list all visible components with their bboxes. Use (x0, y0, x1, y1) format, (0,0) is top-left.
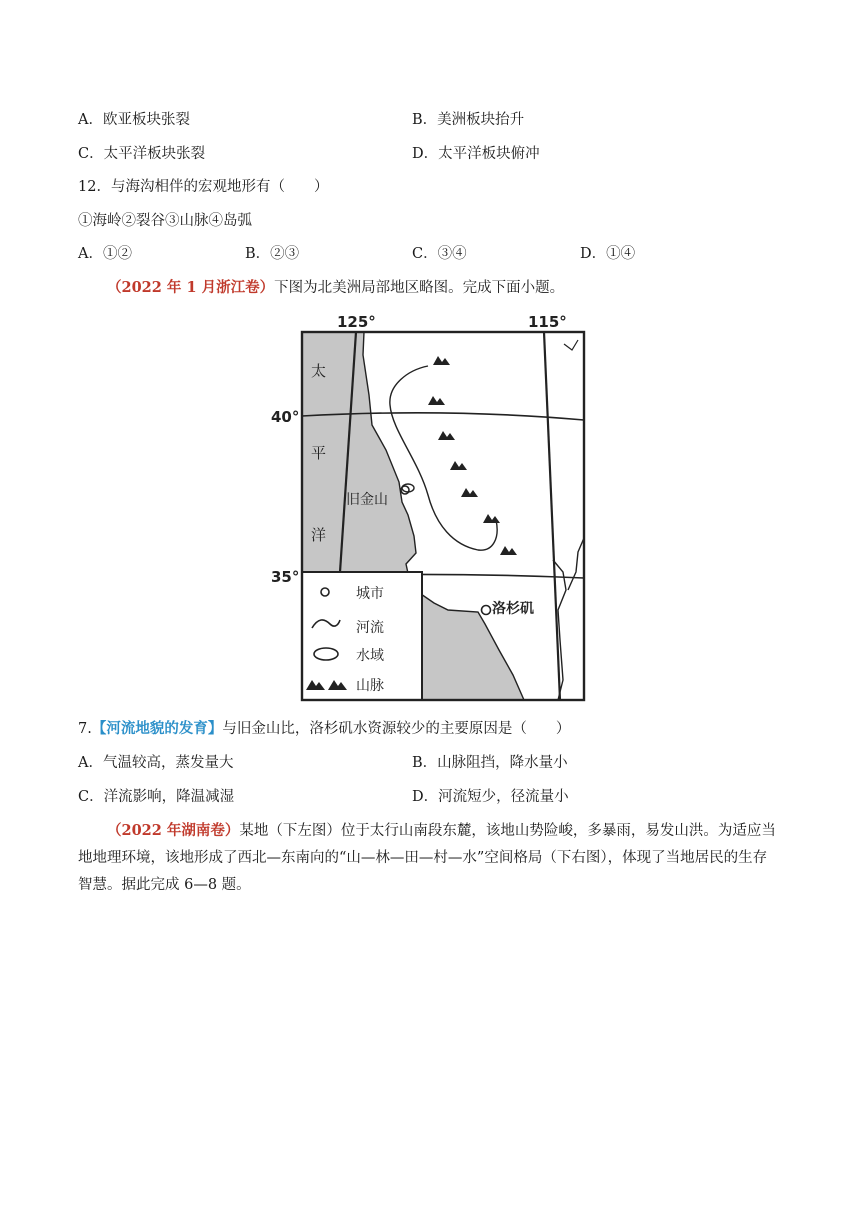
lat-label-40: 40° (271, 408, 300, 426)
longitude-line-115 (544, 332, 560, 700)
city-sanfrancisco-label: 旧金山 (346, 492, 388, 508)
intro-hunan (78, 817, 778, 899)
q11-option-b: B．美洲板块抬升 (412, 112, 525, 128)
legend-water-icon (314, 648, 338, 660)
q7-stem: 与旧金山比，洛杉矶水资源较少的主要原因是（ ） (222, 721, 571, 737)
city-losangeles-marker (482, 606, 491, 615)
q12-option-d: D．①④ (580, 246, 636, 262)
north-america-map (268, 310, 598, 710)
intro-zhejiang-text: 下图为北美洲局部地区略图。完成下面小题。 (274, 280, 565, 296)
q12-stem: 12．与海沟相伴的宏观地形有（ ） (78, 179, 329, 195)
source-tag-zhejiang: （2022 年 1 月浙江卷） (107, 279, 275, 296)
intro-zhejiang (107, 278, 564, 298)
intro-hunan-text: 某地（下左图）位于太行山南段东麓，该地山势险峻，多暴雨，易发山洪。为适应当地地理环境，该地形成了西北—东南向的“山—林—田—村—水”空间格局（下右图），体现了当地居民的生存智慧。据此完成 6—8 题。 (78, 823, 776, 893)
river-northeast (564, 340, 578, 350)
q7-option-d: D．河流短少，径流量小 (412, 789, 569, 805)
river-east (568, 538, 584, 590)
legend-city-icon (321, 588, 329, 596)
lat-label-35: 35° (271, 568, 300, 586)
lon-label-125: 125° (337, 313, 376, 331)
q7-number: 7. (78, 721, 92, 737)
q12-option-a: A．①② (78, 246, 132, 262)
ocean-label-1: 太 (311, 362, 327, 380)
city-losangeles-label: 洛杉矶 (492, 601, 534, 617)
q12-option-c: C．③④ (412, 246, 467, 262)
q11-option-a: A．欧亚板块张裂 (78, 112, 190, 128)
q7-topic-tag: 【河流地貌的发育】 (91, 720, 223, 737)
legend-city-label: 城市 (356, 586, 384, 602)
ocean-label-3: 洋 (311, 526, 327, 544)
q7-option-b: B．山脉阻挡，降水量小 (412, 755, 568, 771)
q12-items: ①海岭②裂谷③山脉④岛弧 (78, 213, 252, 229)
q11-option-c: C．太平洋板块张裂 (78, 146, 206, 162)
q7-stem-line (78, 719, 570, 739)
q12-option-b: B．②③ (245, 246, 300, 262)
lon-label-115: 115° (528, 313, 567, 331)
legend-water-label: 水域 (356, 648, 384, 664)
legend-mountain-label: 山脉 (356, 678, 384, 694)
q7-option-a: A．气温较高，蒸发量大 (78, 755, 234, 771)
source-tag-hunan: （2022 年湖南卷） (107, 822, 240, 839)
legend-river-label: 河流 (356, 620, 384, 636)
q11-option-d: D．太平洋板块俯冲 (412, 146, 540, 162)
q7-option-c: C．洋流影响，降温减湿 (78, 789, 235, 805)
ocean-label-2: 平 (311, 444, 327, 462)
